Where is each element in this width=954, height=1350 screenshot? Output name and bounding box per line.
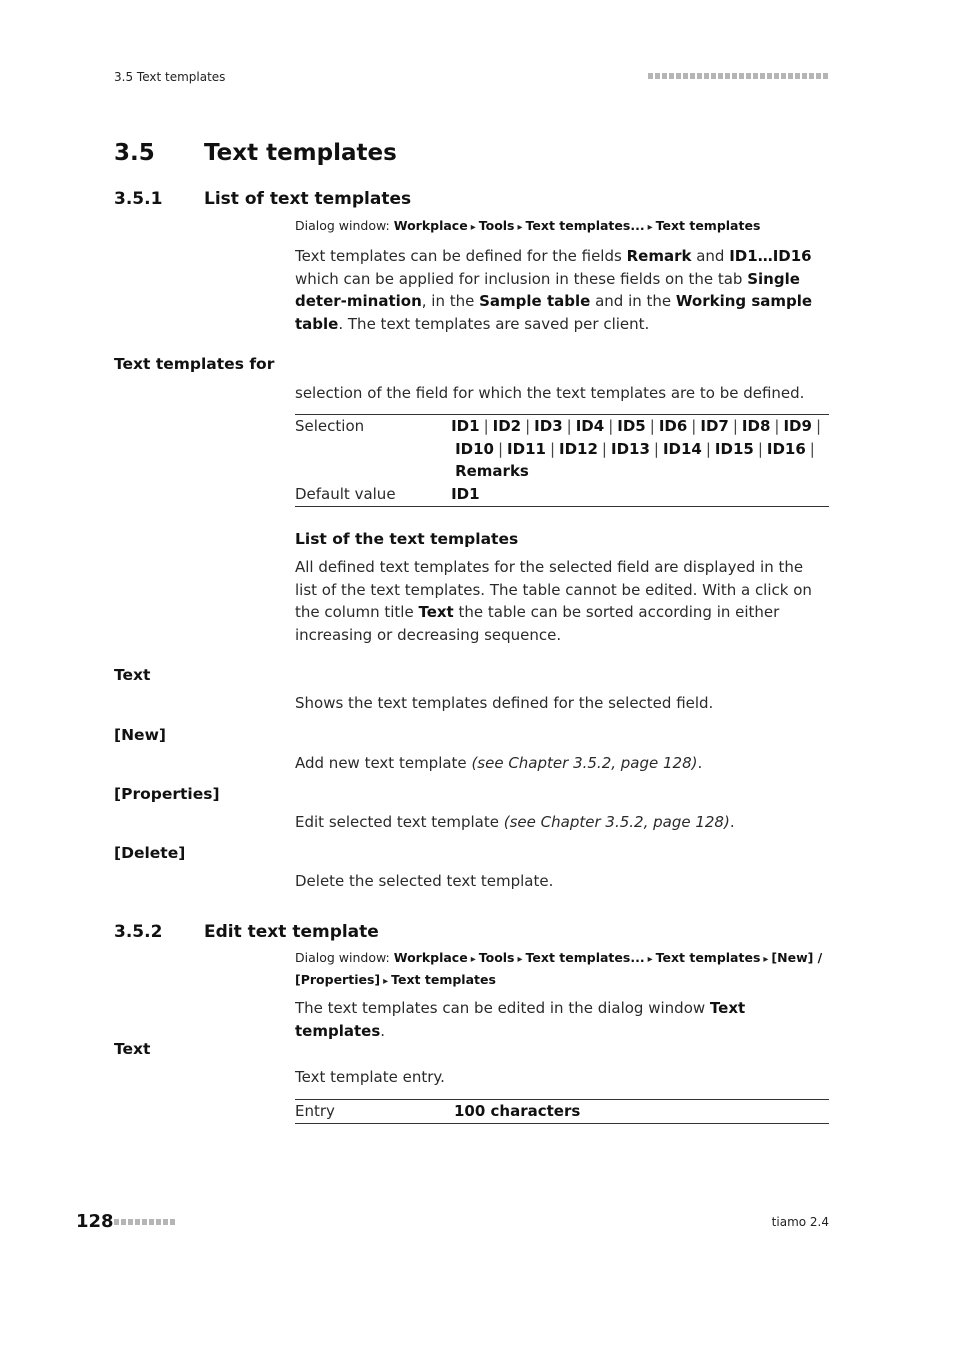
chapter-ref-link[interactable]: (see Chapter 3.5.2, page 128) [503,813,730,831]
param-desc-new: Add new text template (see Chapter 3.5.2, page 128). [295,754,703,772]
path-item: Workplace [393,950,468,965]
param-label-properties: [Properties] [114,785,220,803]
param-desc-templates-for: selection of the field for which the text templates are to be defined. [295,384,805,402]
path-item: [New] / [Properties] [295,950,823,987]
path-item: Text templates [655,218,761,233]
subsection-heading-352 [114,922,379,942]
param-desc-delete: Delete the selected text template. [295,872,554,890]
section-heading [114,140,397,166]
path-item: Text templates... [525,218,645,233]
path-item: Tools [478,218,515,233]
subsection-title: List of text templates [204,189,412,209]
intro-paragraph-352: The text templates can be edited in the dialog window Text templates. [295,999,746,1040]
default-label: Default value [295,485,396,504]
param-table-templates-for [295,414,829,507]
entry-value: 100 characters [454,1102,581,1120]
dialog-path-351: Dialog window: Workplace ▸ Tools ▸ Text templates... ▸ Text templates [295,218,761,233]
selection-label: Selection [295,417,365,435]
param-label-delete: [Delete] [114,844,186,862]
footer-decoration [114,1219,175,1225]
path-item: Text templates [655,950,761,965]
dialog-path-352: Dialog window: Workplace ▸ Tools ▸ Text templates... ▸ Text templates ▸ [New] / [Properties] ▸ Text templates [295,950,823,987]
param-label-templates-for: Text templates for [114,355,275,373]
param-table-entry [295,1099,829,1124]
path-item: Workplace [393,218,468,233]
subsection-number: 3.5.2 [114,922,163,942]
subsection-heading-351 [114,189,411,209]
running-header: 3.5 Text templates [114,70,226,84]
header-decoration [648,73,828,79]
chapter-ref-link[interactable]: (see Chapter 3.5.2, page 128) [471,754,698,772]
path-item: Text templates [391,972,496,987]
list-subheading: List of the text templates [295,530,519,548]
product-name: tiamo 2.4 [771,1215,829,1229]
param-label-text: Text [114,666,151,684]
param-desc-properties: Edit selected text template (see Chapter 3.5.2, page 128). [295,813,735,831]
subsection-title: Edit text template [204,922,379,942]
param-label-new: [New] [114,726,166,744]
list-paragraph: All defined text templates for the selected field are displayed in the list of the text templates. The table cannot be edited. With a click on the column title Text the table can be sorted according in either increasing or decreasing sequence. [295,558,812,645]
subsection-number: 3.5.1 [114,189,163,209]
selection-values: ID1 | ID2 | ID3 | ID4 | ID5 | ID6 | ID7 | ID8 | ID9 | ID10 | ID11 | ID12 | ID13 | ID14 | ID15 | ID16 | Remarks [451,417,821,481]
intro-paragraph-351: Text templates can be defined for the fields Remark and ID1…ID16 which can be applied for inclusion in these fields on the tab Single deter-mination, in the Sample table and in the Working sample table. The text templates are saved per client. [295,247,813,334]
param-desc-text: Shows the text templates defined for the selected field. [295,694,714,712]
param-desc-text-352: Text template entry. [295,1068,445,1086]
section-title: Text templates [204,140,397,166]
entry-label: Entry [295,1102,335,1120]
section-number: 3.5 [114,140,155,166]
path-item: Tools [478,950,515,965]
default-value: ID1 [451,485,480,504]
param-label-text-352: Text [114,1040,151,1058]
path-item: Text templates... [525,950,645,965]
page-number: 128 [76,1211,114,1232]
